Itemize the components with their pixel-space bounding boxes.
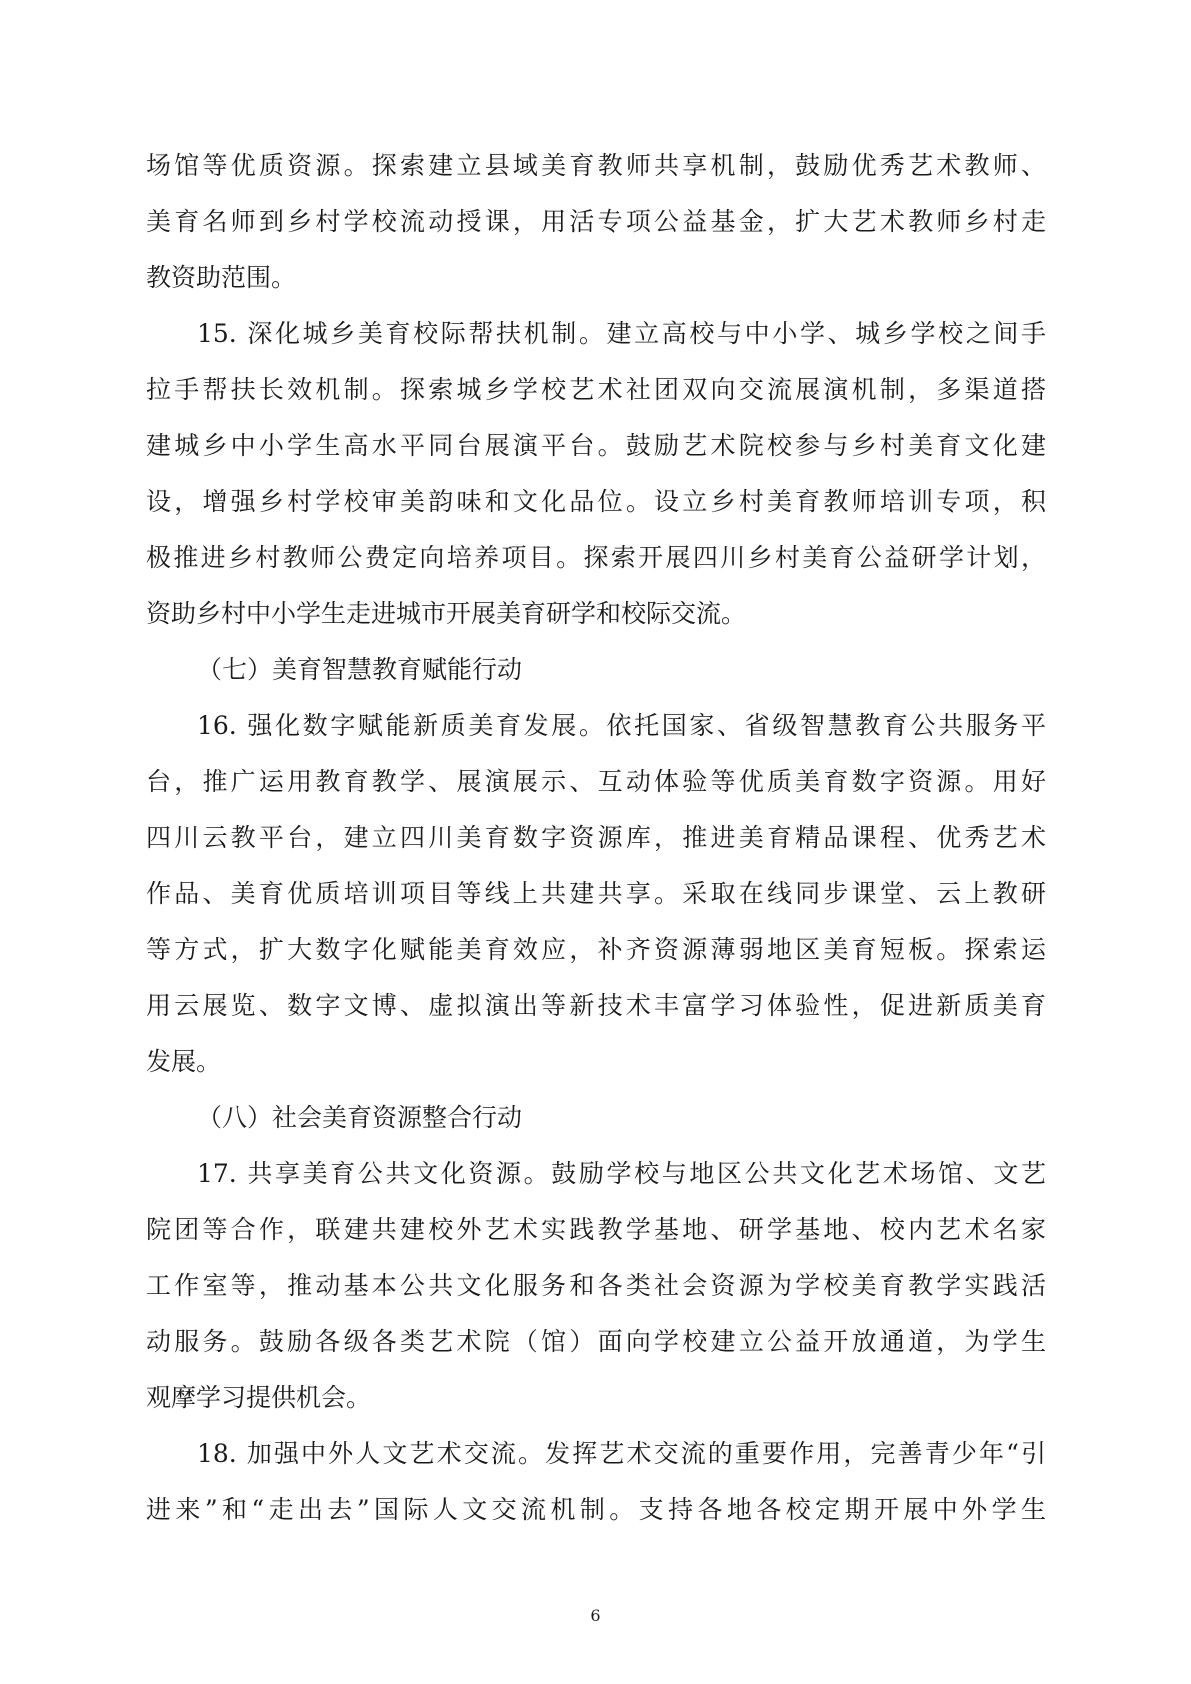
item-15-line: 15. 深化城乡美育校际帮扶机制。建立高校与中小学、城乡学校之间手	[197, 319, 1046, 348]
section-heading-7: （七）美育智慧教育赋能行动	[197, 655, 523, 684]
item-15-line: 资助乡村中小学生走进城市开展美育研学和校际交流。	[146, 599, 747, 628]
paragraph-line: 教资助范围。	[146, 263, 297, 292]
paragraph-line: 美育名师到乡村学校流动授课，用活专项公益基金，扩大艺术教师乡村走	[146, 207, 1046, 236]
item-17-line: 17. 共享美育公共文化资源。鼓励学校与地区公共文化艺术场馆、文艺	[197, 1159, 1046, 1188]
item-16-line: 等方式，扩大数字化赋能美育效应，补齐资源薄弱地区美育短板。探索运	[146, 935, 1046, 964]
item-15-line: 建城乡中小学生高水平同台展演平台。鼓励艺术院校参与乡村美育文化建	[146, 431, 1046, 460]
section-heading-8: （八）社会美育资源整合行动	[197, 1103, 523, 1132]
item-17-line: 动服务。鼓励各级各类艺术院（馆）面向学校建立公益开放通道，为学生	[146, 1327, 1046, 1356]
page-number: 6	[590, 1606, 601, 1625]
paragraph-line: 场馆等优质资源。探索建立县域美育教师共享机制，鼓励优秀艺术教师、	[146, 151, 1046, 180]
item-18-line: 18. 加强中外人文艺术交流。发挥艺术交流的重要作用，完善青少年“引	[197, 1439, 1046, 1468]
item-16-line: 16. 强化数字赋能新质美育发展。依托国家、省级智慧教育公共服务平	[197, 711, 1046, 740]
item-17-line: 院团等合作，联建共建校外艺术实践教学基地、研学基地、校内艺术名家	[146, 1215, 1046, 1244]
item-18-line: 进来”和“走出去”国际人文交流机制。支持各地各校定期开展中外学生	[146, 1495, 1046, 1524]
item-15-line: 拉手帮扶长效机制。探索城乡学校艺术社团双向交流展演机制，多渠道搭	[146, 375, 1046, 404]
item-17-line: 工作室等，推动基本公共文化服务和各类社会资源为学校美育教学实践活	[146, 1271, 1046, 1300]
item-16-line: 四川云教平台，建立四川美育数字资源库，推进美育精品课程、优秀艺术	[146, 823, 1046, 852]
item-15-line: 极推进乡村教师公费定向培养项目。探索开展四川乡村美育公益研学计划，	[146, 543, 1046, 572]
item-17-line: 观摩学习提供机会。	[146, 1383, 372, 1412]
item-16-line: 作品、美育优质培训项目等线上共建共享。采取在线同步课堂、云上教研	[146, 879, 1046, 908]
item-16-line: 发展。	[146, 1047, 222, 1076]
item-16-line: 台，推广运用教育教学、展演展示、互动体验等优质美育数字资源。用好	[146, 767, 1046, 796]
item-15-line: 设，增强乡村学校审美韵味和文化品位。设立乡村美育教师培训专项，积	[146, 487, 1046, 516]
item-16-line: 用云展览、数字文博、虚拟演出等新技术丰富学习体验性，促进新质美育	[146, 991, 1046, 1020]
